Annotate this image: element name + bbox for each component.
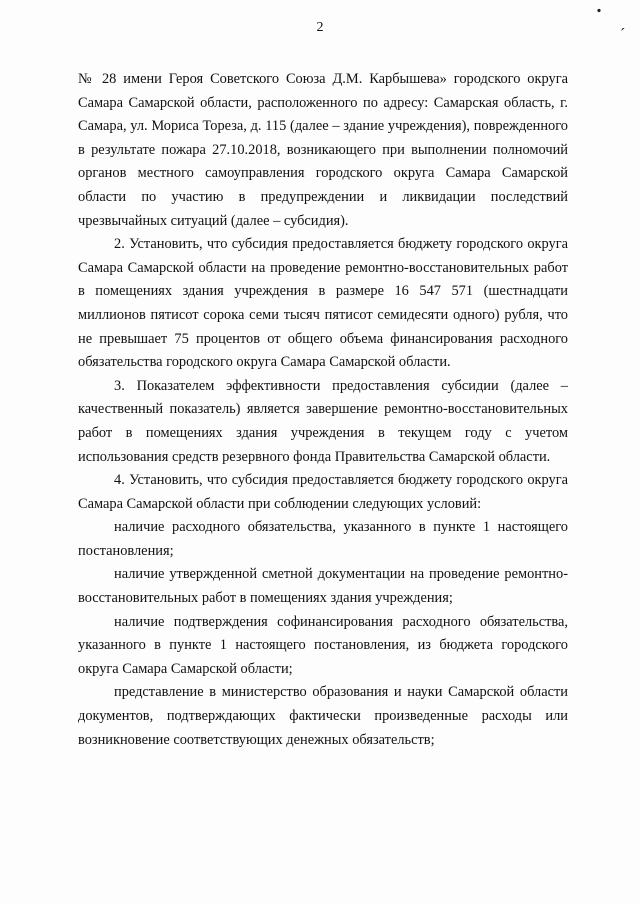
page-number: 2 (316, 20, 324, 35)
condition-estimate-documentation: наличие утвержденной сметной документации на проведение ремонтно-восстановительных работ в помещениях здания учреждения; (78, 566, 568, 607)
scan-mark: • (593, 3, 604, 20)
condition-documents-submission: представление в министерство образования и науки Самарской области документов, подтверждающих фактически произведенные расходы или возникновение соответствующих денежных обязательств; (78, 684, 568, 748)
condition-cofinancing: наличие подтверждения софинансирования расходного обязательства, указанного в пункте 1 настоящего постановления, из бюджета городского округа Самара Самарской области; (78, 613, 568, 677)
scan-mark: ´ (620, 26, 626, 43)
paragraph-continuation: № 28 имени Героя Советского Союза Д.М. Карбышева» городского округа Самара Самарской области, расположенного по адресу: Самарская область, г. Самара, ул. Мориса Тореза, д. 115 (далее – здание учреждения), поврежденного в результате пожара 27.10.2018, возникающего при выполнении полномочий органов местного самоуправления городского округа Самара Самарской области по участию в предупреждении и ликвидации последствий чрезвычайных ситуаций (далее – субсидия). (78, 71, 568, 229)
paragraph-item-3: 3. Показателем эффективности предоставления субсидии (далее – качественный показатель) является завершение ремонтно-восстановительных работ в помещениях здания учреждения в текущем году с учетом использования средств резервного фонда Правительства Самарской области. (78, 377, 568, 465)
paragraph-item-4: 4. Установить, что субсидия предоставляется бюджету городского округа Самара Самарской области при соблюдении следующих условий: (78, 472, 568, 512)
paragraph-item-2: 2. Установить, что субсидия предоставляется бюджету городского округа Самара Самарской области на проведение ремонтно-восстановительных работ в помещениях здания учреждения в размере 16 547 571 (шестнадцати миллионов пятисот сорока семи тысяч пятисот семидесяти одного) рубля, что не превышает 75 процентов от общего объема финансирования расходного обязательства городского округа Самара Самарской области. (78, 236, 568, 371)
document-body (78, 68, 568, 752)
condition-expense-obligation: наличие расходного обязательства, указанного в пункте 1 настоящего постановления; (78, 519, 568, 559)
